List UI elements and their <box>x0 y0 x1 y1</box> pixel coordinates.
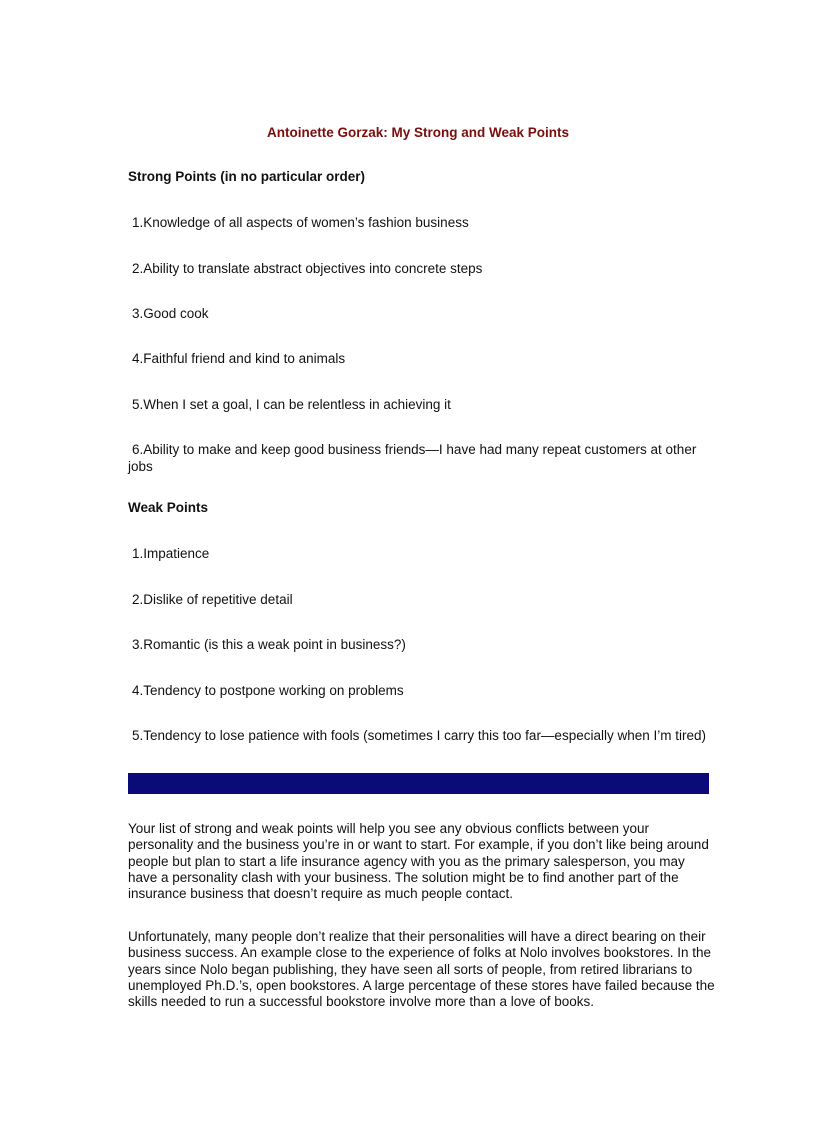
weak-point-item: 1.Impatience <box>132 546 210 561</box>
section-divider-bar <box>128 773 709 794</box>
weak-points-heading: Weak Points <box>128 500 209 515</box>
weak-point-item: 4.Tendency to postpone working on problems <box>132 683 404 698</box>
strong-point-item: 6.Ability to make and keep good business friends—I have had many repeat customers at other jobs <box>128 442 697 474</box>
strong-point-item: 5.When I set a goal, I can be relentless in achieving it <box>132 397 451 412</box>
weak-point-item: 3.Romantic (is this a weak point in business?) <box>132 637 406 652</box>
body-paragraph: Your list of strong and weak points will help you see any obvious conflicts between your personality and the business you’re in or want to start. For example, if you don’t like being around people but plan to start a life insurance agency with you as the primary salesperson, you may have a personality clash with your business. The solution might be to find another part of the insurance business that doesn’t require as much people contact. <box>128 821 709 902</box>
strong-point-item: 2.Ability to translate abstract objectives into concrete steps <box>132 261 483 276</box>
weak-point-item: 5.Tendency to lose patience with fools (sometimes I carry this too far—especially when I’m tired) <box>132 728 706 743</box>
page-title: Antoinette Gorzak: My Strong and Weak Points <box>266 125 570 140</box>
strong-point-item: 1.Knowledge of all aspects of women’s fashion business <box>132 215 469 230</box>
strong-points-heading: Strong Points (in no particular order) <box>128 169 366 184</box>
weak-point-item: 2.Dislike of repetitive detail <box>132 592 293 607</box>
strong-point-item: 4.Faithful friend and kind to animals <box>132 351 346 366</box>
strong-point-item: 3.Good cook <box>132 306 209 321</box>
body-paragraph: Unfortunately, many people don’t realize that their personalities will have a direct bearing on their business success. An example close to the experience of folks at Nolo involves bookstores. In the years since Nolo began publishing, they have seen all sorts of people, from retired librarians to unemployed Ph.D.’s, open bookstores. A large percentage of these stores have failed because the skills needed to run a successful bookstore involve more than a love of books. <box>128 929 715 1010</box>
